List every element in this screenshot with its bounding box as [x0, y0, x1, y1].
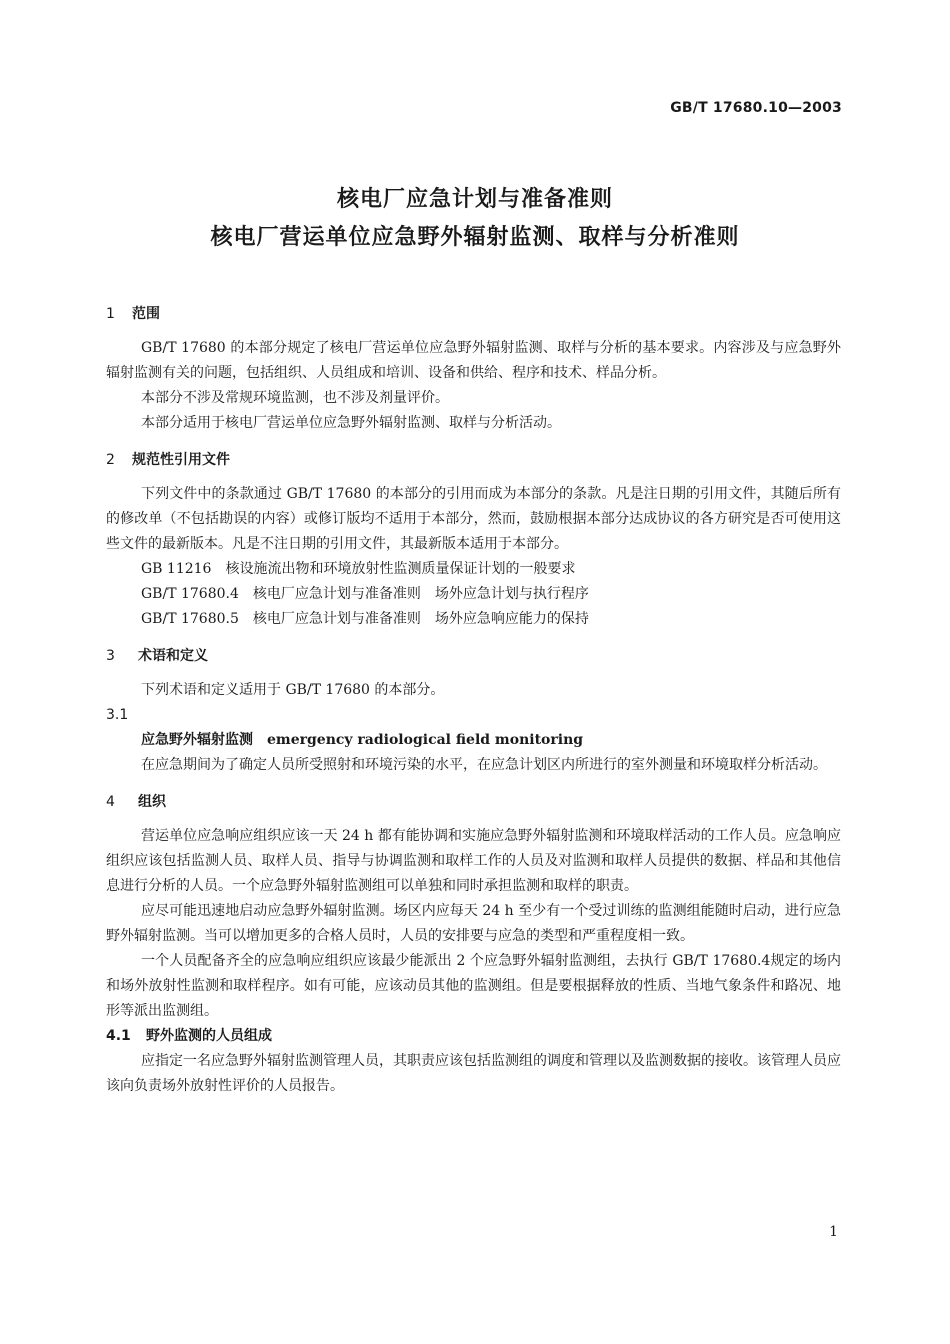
section-title: 组织	[138, 794, 166, 810]
document-body	[106, 300, 841, 1099]
section-title: 术语和定义	[138, 648, 208, 664]
subsection-number: 4.1	[106, 1028, 131, 1044]
term-entry	[106, 728, 841, 753]
paragraph: 应指定一名应急野外辐射监测管理人员，其职责应该包括监测组的调度和管理以及监测数据的接收。该管理人员应该向负责场外放射性评价的人员报告。	[106, 1053, 841, 1094]
paragraph: 下列术语和定义适用于 GB/T 17680 的本部分。	[141, 682, 445, 698]
paragraph: 应尽可能迅速地启动应急野外辐射监测。场区内应每天 24 h 至少有一个受过训练的监测组能随时启动，进行应急野外辐射监测。当可以增加更多的合格人员时，人员的安排要与应急的类型和严重程度相一致。	[106, 903, 841, 944]
document-title-line-2: 核电厂营运单位应急野外辐射监测、取样与分析准则	[210, 225, 740, 250]
paragraph: 下列文件中的条款通过 GB/T 17680 的本部分的引用而成为本部分的条款。凡是注日期的引用文件，其随后所有的修改单（不包括勘误的内容）或修订版均不适用于本部分，然而，鼓励根据本部分达成协议的各方研究是否可使用这些文件的最新版本。凡是不注日期的引用文件，其最新版本适用于本部分。	[106, 486, 841, 552]
section-number: 3	[106, 648, 115, 664]
standard-code: GB/T 17680.10—2003	[670, 100, 842, 116]
page-number: 1	[829, 1224, 838, 1240]
section-title: 规范性引用文件	[132, 452, 230, 468]
section-4-heading	[106, 790, 841, 815]
reference-item: GB 11216 核设施流出物和环境放射性监测质量保证计划的一般要求	[141, 561, 576, 577]
section-number: 4	[106, 794, 115, 810]
term-english: emergency radiological field monitoring	[267, 732, 584, 748]
document-title-line-1: 核电厂应急计划与准备准则	[336, 187, 613, 212]
section-1-heading	[106, 302, 841, 327]
term-definition: 在应急期间为了确定人员所受照射和环境污染的水平，在应急计划区内所进行的室外测量和环境取样分析活动。	[141, 757, 827, 773]
section-number: 2	[106, 452, 115, 468]
reference-item: GB/T 17680.4 核电厂应急计划与准备准则 场外应急计划与执行程序	[141, 586, 589, 602]
paragraph: GB/T 17680 的本部分规定了核电厂营运单位应急野外辐射监测、取样与分析的基本要求。内容涉及与应急野外辐射监测有关的问题，包括组织、人员组成和培训、设备和供给、程序和技术、样品分析。	[106, 340, 841, 381]
paragraph: 本部分不涉及常规环境监测，也不涉及剂量评价。	[141, 390, 449, 406]
section-2-heading	[106, 448, 841, 473]
paragraph: 营运单位应急响应组织应该一天 24 h 都有能协调和实施应急野外辐射监测和环境取样活动的工作人员。应急响应组织应该包括监测人员、取样人员、指导与协调监测和取样工作的人员及对监测和取样人员提供的数据、样品和其他信息进行分析的人员。一个应急野外辐射监测组可以单独和同时承担监测和取样的职责。	[106, 828, 841, 894]
subsection-title: 野外监测的人员组成	[146, 1028, 272, 1044]
section-number: 1	[106, 306, 115, 322]
paragraph: 一个人员配备齐全的应急响应组织应该最少能派出 2 个应急野外辐射监测组，去执行 GB/T 17680.4规定的场内和场外放射性监测和取样程序。如有可能，应该动员其他的监测组。但是要根据释放的性质、当地气象条件和路况、地形等派出监测组。	[106, 953, 841, 1019]
clause-number: 3.1	[106, 707, 129, 723]
reference-item: GB/T 17680.5 核电厂应急计划与准备准则 场外应急响应能力的保持	[141, 611, 589, 627]
section-title: 范围	[132, 306, 160, 322]
section-3-heading	[106, 644, 841, 669]
paragraph: 本部分适用于核电厂营运单位应急野外辐射监测、取样与分析活动。	[141, 415, 561, 431]
term-chinese: 应急野外辐射监测	[141, 732, 253, 748]
subsection-4-1-heading	[106, 1024, 841, 1049]
